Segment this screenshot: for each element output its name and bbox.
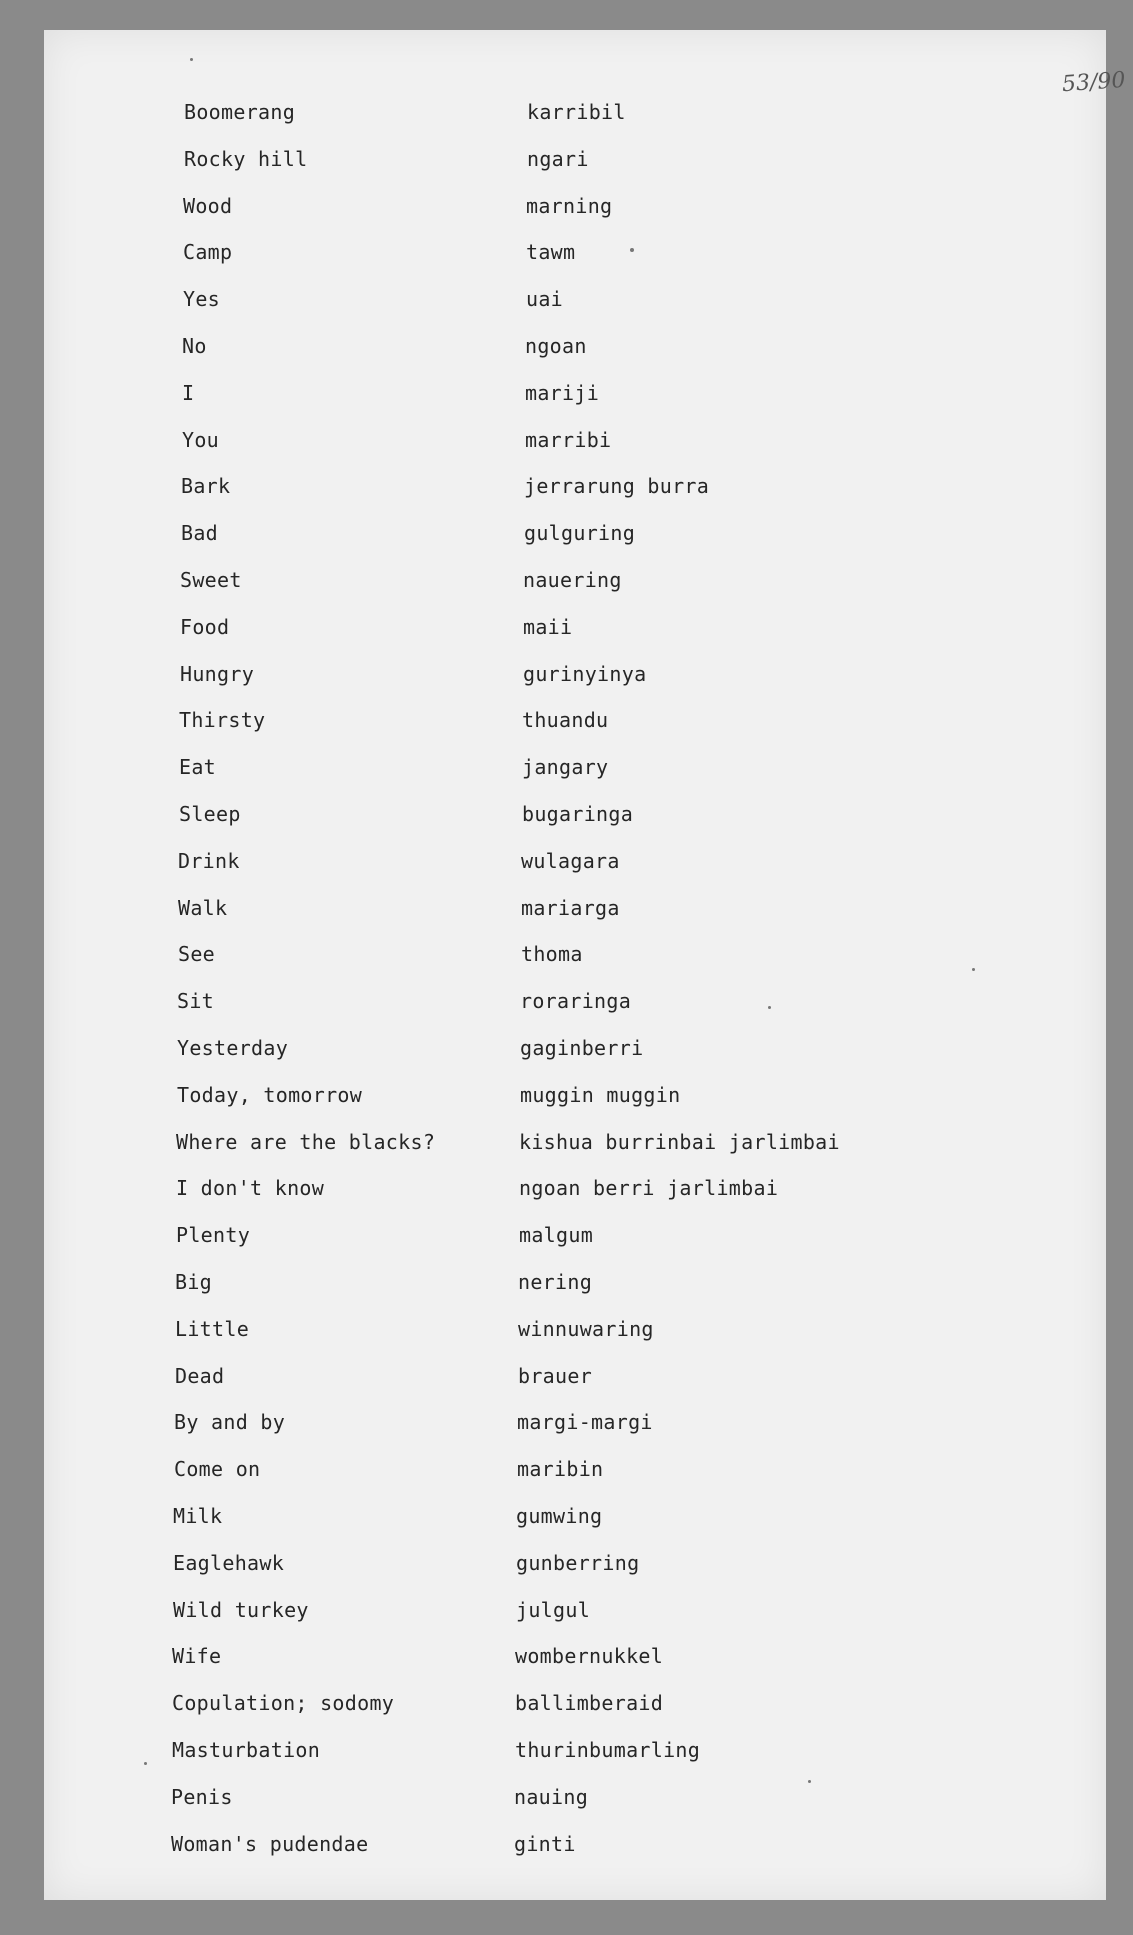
- vocab-row: [44, 147, 1106, 179]
- native-word: gaginberri: [520, 1036, 644, 1060]
- native-word: nauing: [514, 1784, 589, 1809]
- vocab-row: [44, 1832, 1106, 1864]
- english-word: Copulation; sodomy: [172, 1691, 395, 1716]
- vocab-row: [44, 240, 1106, 272]
- native-word: thuandu: [522, 708, 609, 733]
- native-word: karribil: [527, 100, 626, 124]
- vocab-row: [44, 1130, 1106, 1162]
- english-word: Thirsty: [179, 708, 266, 733]
- vocab-row: [44, 194, 1106, 226]
- vocab-row: [44, 381, 1106, 413]
- native-word: ginti: [514, 1831, 576, 1856]
- english-word: Come on: [174, 1457, 261, 1482]
- english-word: Penis: [171, 1784, 233, 1809]
- native-word: julgul: [516, 1597, 591, 1622]
- native-word: kishua burrinbai jarlimbai: [519, 1129, 840, 1154]
- vocab-row: [44, 802, 1106, 834]
- native-word: brauer: [518, 1363, 593, 1388]
- vocab-row: [44, 662, 1106, 694]
- native-word: uai: [526, 287, 564, 312]
- native-word: gunberring: [516, 1550, 640, 1575]
- vocab-row: [44, 1644, 1106, 1676]
- native-word: ballimberaid: [515, 1691, 664, 1716]
- native-word: ngari: [527, 146, 589, 171]
- english-word: No: [182, 334, 207, 358]
- vocab-row: [44, 1504, 1106, 1536]
- english-word: Food: [180, 614, 230, 639]
- native-word: marribi: [525, 427, 612, 452]
- vocab-row: [44, 1738, 1106, 1770]
- native-word: nauering: [523, 568, 622, 592]
- vocab-row: [44, 755, 1106, 787]
- native-word: winnuwaring: [518, 1316, 654, 1341]
- paper-speck: [972, 968, 975, 971]
- native-word: mariji: [525, 380, 600, 405]
- page-number: 53/90: [1061, 67, 1127, 98]
- native-word: wulagara: [521, 848, 620, 873]
- native-word: gurinyinya: [523, 661, 647, 686]
- vocab-row: [44, 1598, 1106, 1630]
- native-word: thurinbumarling: [515, 1738, 701, 1762]
- vocab-row: [44, 287, 1106, 319]
- vocab-row: [44, 989, 1106, 1021]
- paper-speck: [808, 1780, 811, 1783]
- english-word: Sleep: [179, 802, 241, 826]
- vocab-row: [44, 1036, 1106, 1068]
- document-page: [44, 30, 1127, 1900]
- english-word: Big: [175, 1270, 213, 1294]
- english-word: Boomerang: [184, 100, 296, 124]
- english-word: Yesterday: [177, 1036, 289, 1060]
- vocab-row: [44, 1691, 1106, 1723]
- english-word: Sit: [177, 989, 215, 1014]
- vocab-row: [44, 1457, 1106, 1489]
- vocab-row: [44, 1317, 1106, 1349]
- english-word: Bad: [181, 521, 219, 546]
- vocab-row: [44, 1083, 1106, 1115]
- vocab-row: [44, 1785, 1106, 1817]
- vocab-row: [44, 1223, 1106, 1255]
- english-word: Wild turkey: [173, 1597, 309, 1622]
- native-word: margi-margi: [517, 1410, 653, 1435]
- native-word: wombernukkel: [515, 1644, 664, 1669]
- vocab-row: [44, 1551, 1106, 1583]
- vocab-row: [44, 1364, 1106, 1396]
- vocab-row: [44, 849, 1106, 881]
- english-word: I: [182, 380, 195, 405]
- vocab-row: [44, 1270, 1106, 1302]
- english-word: Rocky hill: [184, 146, 308, 171]
- vocab-row: [44, 334, 1106, 366]
- english-word: Eaglehawk: [173, 1550, 285, 1575]
- paper-speck: [768, 1006, 771, 1009]
- native-word: muggin muggin: [520, 1082, 681, 1107]
- native-word: ngoan berri jarlimbai: [519, 1176, 779, 1201]
- native-word: maii: [523, 614, 573, 639]
- paper-speck: [190, 58, 193, 61]
- vocab-row: [44, 1176, 1106, 1208]
- native-word: tawm: [526, 240, 576, 265]
- native-word: maribin: [517, 1457, 604, 1482]
- english-word: Today, tomorrow: [177, 1082, 363, 1107]
- native-word: jerrarung burra: [524, 474, 710, 499]
- vocab-row: [44, 521, 1106, 553]
- native-word: bugaringa: [522, 802, 634, 826]
- paper-speck: [630, 248, 634, 252]
- native-word: gumwing: [516, 1504, 603, 1528]
- english-word: You: [182, 427, 220, 452]
- vocab-row: [44, 708, 1106, 740]
- vocab-row: [44, 1410, 1106, 1442]
- english-word: Wife: [172, 1644, 222, 1669]
- english-word: Yes: [183, 287, 221, 312]
- native-word: gulguring: [524, 521, 636, 546]
- english-word: Camp: [183, 240, 233, 265]
- vocab-row: [44, 568, 1106, 600]
- vocab-row: [44, 615, 1106, 647]
- english-word: I don't know: [176, 1176, 325, 1201]
- native-word: ngoan: [525, 334, 587, 358]
- native-word: marning: [526, 193, 613, 218]
- english-word: See: [178, 942, 216, 967]
- english-word: Sweet: [180, 568, 242, 592]
- native-word: mariarga: [521, 895, 620, 920]
- english-word: By and by: [174, 1410, 286, 1435]
- english-word: Drink: [178, 848, 240, 873]
- english-word: Plenty: [176, 1223, 251, 1248]
- english-word: Walk: [178, 895, 228, 920]
- native-word: roraringa: [520, 989, 632, 1014]
- native-word: jangary: [522, 755, 609, 780]
- english-word: Woman's pudendae: [171, 1831, 369, 1856]
- vocab-row: [44, 100, 1106, 132]
- english-word: Milk: [173, 1504, 223, 1528]
- native-word: malgum: [519, 1223, 594, 1248]
- vocab-row: [44, 474, 1106, 506]
- english-word: Wood: [183, 193, 233, 218]
- english-word: Eat: [179, 755, 217, 780]
- english-word: Bark: [181, 474, 231, 499]
- english-word: Hungry: [180, 661, 255, 686]
- paper-speck: [144, 1762, 147, 1765]
- vocab-row: [44, 428, 1106, 460]
- native-word: thoma: [521, 942, 583, 967]
- english-word: Little: [175, 1316, 250, 1341]
- vocab-row: [44, 896, 1106, 928]
- english-word: Masturbation: [172, 1738, 321, 1762]
- english-word: Where are the blacks?: [176, 1129, 436, 1154]
- native-word: nering: [518, 1270, 593, 1294]
- english-word: Dead: [175, 1363, 225, 1388]
- vocab-row: [44, 942, 1106, 974]
